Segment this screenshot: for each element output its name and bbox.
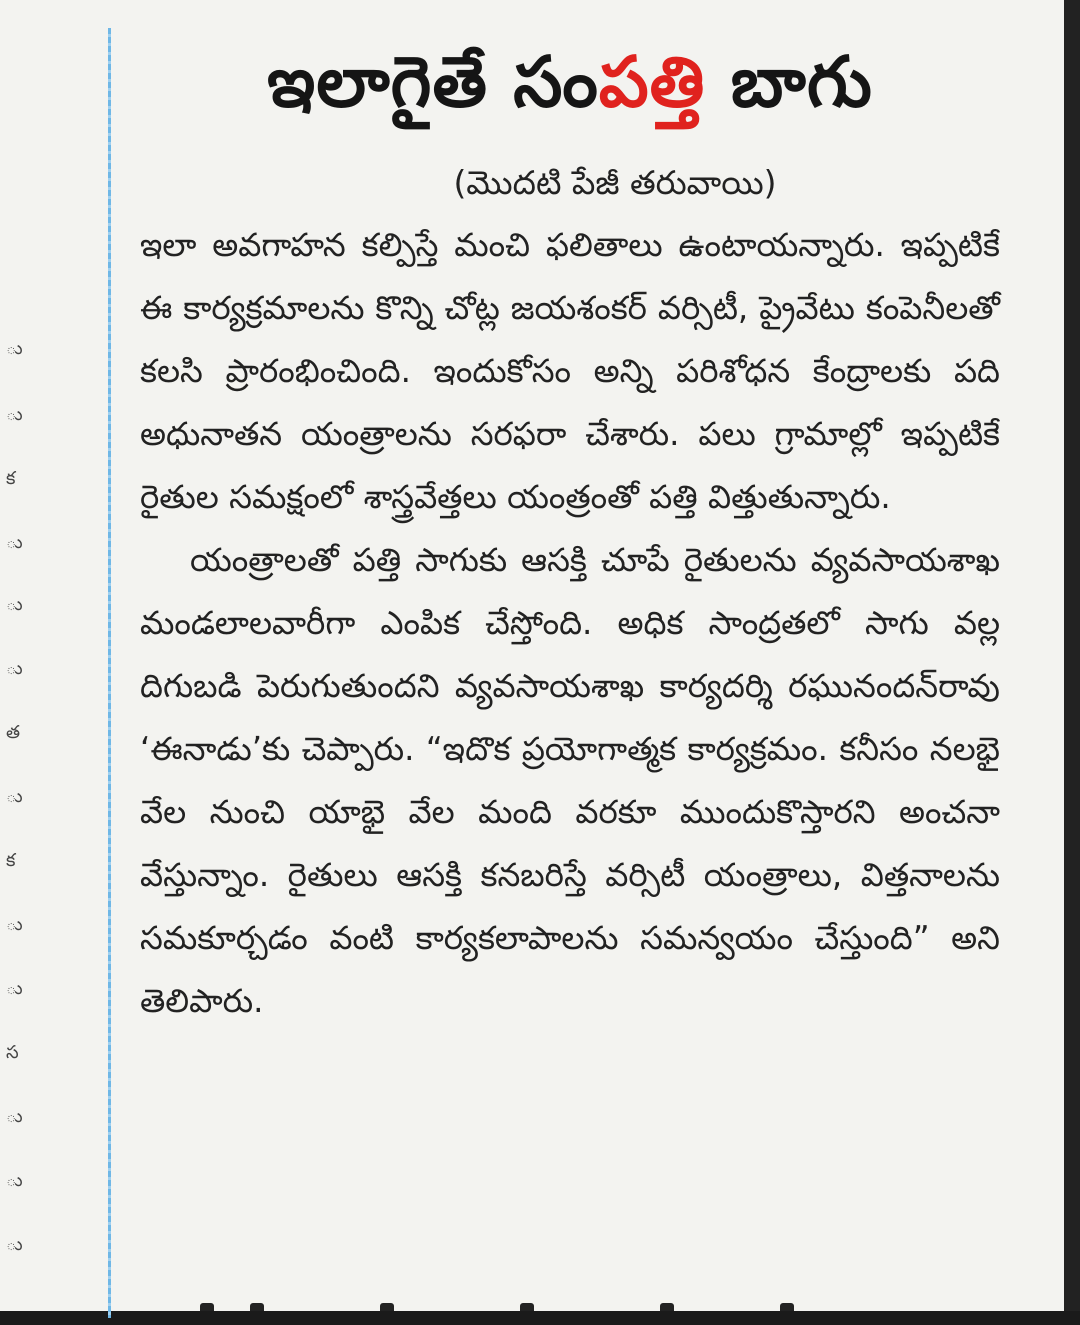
- paragraph: ఇలా అవగాహన కల్పిస్తే మంచి ఫలితాలు ఉంటాయన్నారు. ఇప్పటికే ఈ కార్యక్రమాలను కొన్ని చోట్ల జయశంకర్ వర్సిటీ, ప్రైవేటు కంపెనీలతో కలసి ప్రారంభించింది. ఇందుకోసం అన్ని పరిశోధన కేంద్రాలకు పది అధునాతన యంత్రాలను సరఫరా చేశారు. పలు గ్రామాల్లో ఇప్పటికే రైతుల సమక్షంలో శాస్త్రవేత్తలు యంత్రంతో పత్తి విత్తుతున్నారు.: [140, 226, 1000, 516]
- gutter-glyph: ు: [6, 338, 23, 359]
- column-divider-rule: [108, 28, 111, 1318]
- gutter-glyph: త: [6, 722, 21, 743]
- continuation-note: (మొదటి పేజీ తరువాయి): [453, 163, 777, 202]
- next-headline-fragment: [180, 1301, 880, 1311]
- gutter-glyph: ు: [6, 532, 23, 553]
- gutter-glyph: ు: [6, 594, 23, 615]
- gutter-glyph: క: [6, 850, 16, 871]
- glyph-fragment: [250, 1303, 264, 1311]
- gutter-glyph: ు: [6, 914, 23, 935]
- headline-part-1: ఇలాగైతే సం: [267, 41, 599, 123]
- headline-part-2: బాగు: [705, 41, 873, 123]
- glyph-fragment: [200, 1303, 214, 1311]
- gutter-glyph: ు: [6, 1234, 23, 1255]
- gutter-glyph: ు: [6, 786, 23, 807]
- gutter-glyph: ు: [6, 658, 23, 679]
- adjacent-column-fragment: [0, 40, 40, 1290]
- gutter-glyph: స: [6, 1042, 19, 1063]
- scan-right-border: [1064, 0, 1080, 1325]
- glyph-fragment: [660, 1303, 674, 1311]
- gutter-glyph: ు: [6, 1106, 23, 1127]
- gutter-glyph: ు: [6, 1170, 23, 1191]
- headline: [140, 18, 1000, 146]
- headline-accent-word: పత్తి: [598, 41, 706, 123]
- glyph-fragment: [780, 1303, 794, 1311]
- glyph-fragment: [520, 1303, 534, 1311]
- paragraph: యంత్రాలతో పత్తి సాగుకు ఆసక్తి చూపే రైతులను వ్యవసాయశాఖ మండలాలవారీగా ఎంపిక చేస్తోంది. అధిక సాంద్రతలో సాగు వల్ల దిగుబడి పెరుగుతుందని వ్యవసాయశాఖ కార్యదర్శి రఘునందన్‌రావు ‘ఈనాడు’కు చెప్పారు. “ఇదొక ప్రయోగాత్మక కార్యక్రమం. కనీసం నలభై వేల నుంచి యాభై వేల మంది వరకూ ముందుకొస్తారని అంచనా వేస్తున్నాం. రైతులు ఆసక్తి కనబరిస్తే వర్సిటీ యంత్రాలు, విత్తనాలను సమకూర్చడం వంటి కార్యకలాపాలను సమన్వయం చేస్తుంది” అని తెలిపారు.: [140, 541, 1000, 1020]
- glyph-fragment: [380, 1303, 394, 1311]
- gutter-glyph: ు: [6, 404, 23, 425]
- news-article: [140, 18, 1000, 1033]
- article-body: [140, 214, 1000, 1033]
- gutter-glyph: ు: [6, 978, 23, 999]
- scan-bottom-border: [0, 1311, 1080, 1325]
- gutter-glyph: క: [6, 468, 16, 489]
